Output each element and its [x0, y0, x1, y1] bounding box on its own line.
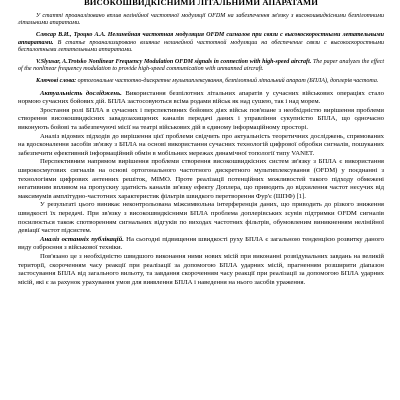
paragraph-1-text: Використання безпілотних літальних апаратів у сучасних військових операціях стало нормою сучасних бойових дій. БПЛА застосовуються всіма родами військ як над сушею, так і над морем. — [18, 89, 384, 106]
abstract-uk-text: У статті проаналізовано вплив нелінійної частотної модуляції OFDM на забезпечення зв'язку з високошвидкісними безпілотними літальними апаратами. — [18, 13, 384, 27]
keywords-label: Ключові слова: — [36, 78, 77, 85]
paragraph-6-text: На сьогодні підвищення швидкості руху БПЛА є загальною тенденцією розвитку даного виду озброєння з військової техніки. — [18, 235, 385, 252]
abstract-uk — [18, 13, 384, 27]
authors-ru-title: Нелинейная частотная модуляция OFDM сигналов при связи с высокоскоростными летательными аппаратами. — [18, 32, 384, 46]
paragraph-5: У результаті цього виникає неконтрольована міжсимвольна інтерференція даних, що приводить до різкого зниження швидкості їх передачі. При зв'язку з високошвидкісними БПЛА проблема доплерівських зсувів підтримки OFDM сигналів посилюється також спотворенням сигнальних відгуків по виходах частотних фільтрів, обумовленим виникненням нелінійної девіації частот підсистем. — [18, 201, 384, 235]
paragraph-3: Аналіз відомих підходів до вирішення цієї проблеми свідчить про актуальність теоретичних досліджень, спрямованих на вдосконалення засобів зв'язку з БПЛА на основі використання сучасних технологій цифрової обробки сигналів, пошуканих забезпечити ефективний інформаційний обмін в мобільних мережах динамічної топології типу VANET. — [18, 132, 384, 157]
paragraph-6 — [18, 236, 384, 253]
keywords-text: ортогональне частотно-дискретне мультиплексування, безпілотний літальний апарат (БПЛА), доплерів частота. — [77, 78, 379, 85]
authors-ru-names: Слюсар В.И., Троцко А.А. — [36, 32, 106, 39]
paragraph-1 — [18, 90, 384, 107]
section-heading-relevance: Актуальність досліджень. — [40, 89, 122, 97]
abstract-en-text: The paper analyzes the effect of the nonlinear frequency modulation to provide high-speed communication with unmanned aircraft. — [18, 59, 385, 73]
abstract-ru-text: В статье проанализировано влияние нелинейной частотной модуляции на обеспечение связи с высокоскоростными беспилотными летательными аппаратами. — [18, 39, 384, 53]
section-heading-analysis: Аналіз останніх публікацій. — [40, 235, 124, 243]
paragraph-4: Перспективним напрямом вирішення проблеми створення високошвидкісних систем зв'язку з БПЛА є використання широкосмугових сигналів на основі ортогонального частотного дискретного мультиплексування (OFDM) у поєднанні з технологіями цифрових антенних решіток, MIMO. Проте реалізації потенційних можливостей такого підходу обмежені негативним впливом на пропускну здатність каналів зв'язку ефекту Доплера, що приводить до відхилення частот несучих від максимумів амплітудно-частотних характеристик фільтрів швидкого перетворення Фур'є (ШПФ) [1]. — [18, 158, 384, 200]
authors-en-names: V.Slyusar, A.Trotsko — [36, 59, 87, 66]
abstract-en — [18, 59, 384, 73]
paragraph-7: Пов'язано це з необхідністю швидшого виконання ними нових місій при виконанні розвідувальних завдань на великій території, скороченням часу реакції при реалізації за допомогою БПЛА ударних місій, прагненням розширити діапазон застосування БПЛА від загального вильоту, та завдання скороченням часу реакції при реалізації за допомогою БПЛА ударних місій, які є за рахунок урахування умов для виявлення БПЛА і наведення на нього засобів ураження. — [18, 252, 384, 286]
authors-en-title: Nonlinear Frequency Modulation OFDM signals in connection with high-speed aircraft. — [88, 59, 312, 66]
body-text — [18, 90, 384, 288]
paper-title: ВИСОКОШВИДКІСНИМИ ЛІТАЛЬНИМИ АПАРАТАМИ — [83, 0, 319, 7]
abstract-ru — [18, 32, 384, 54]
paragraph-2: Зростання ролі БПЛА в сучасних і перспективних бойових діях військ пов'язане з необхідністю вирішення проблеми створення високошвидкісних завадозахищених каналів передачі даних і управління сукупністю БПЛА, що одночасно виконують бойові та забезпечуючі місії на театрі військових дій в єдиному інформаційному просторі. — [18, 106, 384, 131]
keywords — [18, 78, 384, 85]
